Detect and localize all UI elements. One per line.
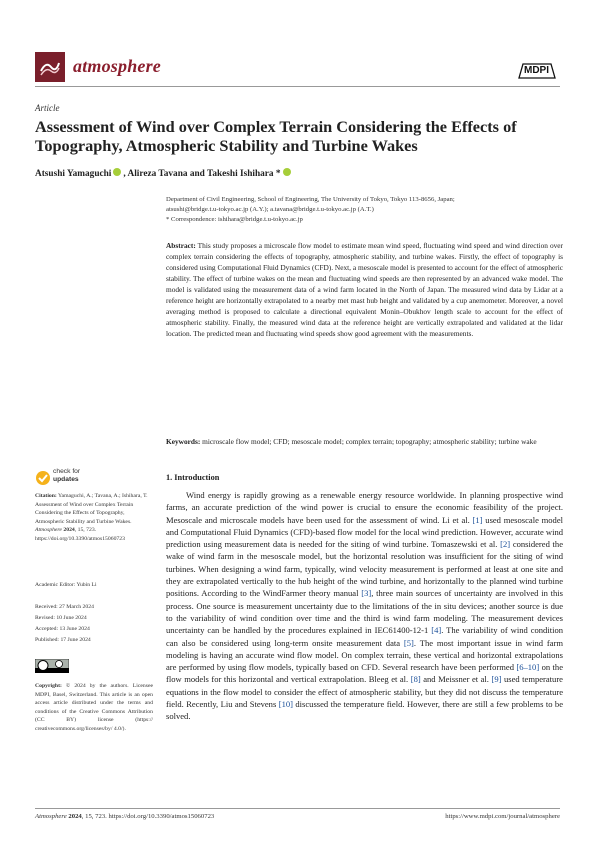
text-run: . The variability of wind condition can also be considered using long-term onsite measurement data [166, 625, 563, 648]
published-date: Published: 17 June 2024 [35, 637, 91, 643]
revised-date: Revised: 10 June 2024 [35, 615, 87, 621]
check-updates-line: check for [53, 468, 81, 475]
header-divider [35, 86, 560, 87]
copyright-block [35, 682, 153, 734]
citation-text: Yamaguchi, A.; Tavana, A.; Ishihara, T. Assessment of Wind over Complex Terrain Considering the Effects of Topography, Atmospheric Stability and Turbine Wakes. [35, 493, 148, 525]
copyright-text: © 2024 by the authors. Licensee MDPI, Basel, Switzerland. This article is an open access article distributed under the terms and conditions of the Creative Commons Attribution (CC BY) license (https:// creativecommons.org/licenses/by/ 4.0/). [35, 683, 153, 732]
reference-link[interactable]: [8] [410, 674, 421, 685]
corresponding-mark: * [275, 169, 281, 179]
citation-label: Citation: [35, 493, 57, 499]
paper-title: Assessment of Wind over Complex Terrain Considering the Effects of Topography, Atmospheric Stability and Turbine Wakes [35, 117, 517, 155]
check-updates-label[interactable] [53, 468, 80, 484]
citation-journal: Atmosphere [35, 527, 62, 534]
section-heading: 1. Introduction [166, 473, 220, 482]
article-type: Article [35, 103, 60, 113]
footer-doi[interactable]: , 15, 723. https://doi.org/10.3390/atmos15060723 [81, 813, 215, 820]
received-date: Received: 27 March 2024 [35, 604, 94, 610]
citation-doi[interactable]: , 15, 723. https://doi.org/10.3390/atmos15060723 [35, 527, 125, 542]
footer-divider [35, 808, 560, 809]
footer-journal-url[interactable]: https://www.mdpi.com/journal/atmosphere [445, 813, 560, 820]
author-name: Atsushi Yamaguchi [35, 169, 112, 179]
keywords [166, 436, 563, 447]
author-emails[interactable]: atsushi@bridge.t.u-tokyo.ac.jp (A.Y.); a.tavana@bridge.t.u-tokyo.ac.jp (A.T.) [166, 206, 374, 213]
journal-name[interactable]: atmosphere [73, 56, 162, 76]
reference-link[interactable]: [6–10] [516, 662, 540, 673]
footer-journal: Atmosphere [35, 813, 67, 820]
reference-link[interactable]: [4] [431, 625, 442, 636]
reference-link[interactable]: [2] [500, 539, 511, 550]
reference-link[interactable]: [10] [278, 699, 293, 710]
text-run: used mesoscale model and Computational Fluid Dynamics (CFD)-based flow model for the local wind prediction. However, accurate wind prediction using measurement data is needed for the siting of wind turbine. Tomaszewski et al. [166, 514, 564, 550]
accepted-date: Accepted: 13 June 2024 [35, 626, 90, 632]
cc-by-badge[interactable] [35, 658, 69, 672]
reference-link[interactable]: [5] [403, 637, 414, 648]
reference-link[interactable]: [9] [491, 674, 502, 685]
intro-body [166, 489, 563, 723]
orcid-icon[interactable] [283, 168, 291, 176]
affiliation-line: Department of Civil Engineering, School of Engineering, The University of Tokyo, Tokyo 113-8656, Japan; [166, 196, 455, 203]
orcid-icon[interactable] [113, 168, 121, 176]
text-run: discussed the temperature field. However, there are still a few problems to be solved. [166, 699, 563, 722]
text-run: . The most important issue in wind farm modeling is having an accurate wind flow model. On complex terrain, these vertical and horizontal extrapolations are performed by using flow models, typically based on CFD. Several research have been performed [166, 637, 563, 673]
footer-citation [35, 813, 214, 820]
author-name: , Alireza Tavana and Takeshi Ishihara [123, 169, 274, 179]
abstract-label: Abstract: [166, 241, 196, 250]
text-run: , three main sources of uncertainty are involved in this process. One source is measurement uncertainty due to the limitations of the in situ devices; another source is due to the variability of wind condition over time and the third is wind farm modeling. The measurement devices uncertainty can be handled by the procedures explained in IEC61400-12-1 [166, 588, 563, 636]
cc-by-icon [35, 659, 69, 673]
academic-editor: Academic Editor: Yubin Li [35, 582, 97, 588]
check-updates-line: updates [53, 476, 79, 483]
abstract [166, 240, 563, 339]
author-list [35, 168, 293, 179]
publisher-name: MDPI [524, 65, 549, 76]
copyright-label: Copyright: [35, 683, 62, 689]
text-run: Wind energy is rapidly growing as a renewable energy resource worldwide. In planning prospective wind farms, an accurate prediction of the wind power is crucial to ensure the economic feasibility of the project. Mesoscale and microscale models have been used for the assessment of wind. Li et al. [166, 490, 563, 525]
journal-logo [35, 52, 65, 82]
keywords-text: microscale flow model; CFD; mesoscale model; complex terrain; topography; atmospheric stability; turbine wake [200, 437, 537, 446]
citation-year: 2024 [61, 527, 75, 534]
paragraph [166, 489, 563, 723]
reference-link[interactable]: [1] [472, 514, 483, 525]
text-run: considered the wake of wind farm in the mesoscale model, but the horizontal resolution was insufficient for the siting of wind turbines. When designing a wind farm, typically, wind velocity measurement is performed at least at one site and they are extrapolated vertically to the hub height of the wind turbine, and horizontally to the planned wind turbine positions. According to the WindFarmer theory manual [166, 539, 563, 599]
text-run: on the flow models for this horizontal and vertical extrapolation. Bleeg et al. [166, 662, 563, 685]
text-run: and Meissner et al. [420, 674, 492, 685]
keywords-label: Keywords: [166, 437, 201, 446]
affiliation [166, 195, 566, 225]
abstract-text: This study proposes a microscale flow model to estimate mean wind speed, fluctuating wind speed and wind direction over complex terrain considering the effects of topography, atmospheric stability, and turbine wakes. Firstly, the effect of topography is considered using Computational Fluid Dynamics (CFD). Next, a mesoscale model is presented to account for the effect of atmospheric stability. The effect of turbine wakes on the mean and fluctuating wind speeds are then represented by an advanced wake model. The model is validated using the measurement data of a wind farm located in the North of Japan. The measured wind data by Lidar at a reference height are horizontally extrapolated to a nearby met mast hub height and validated by a cup anemometer. Moreover, a novel averaging method is proposed to calculate a directional equivalent Monin–Obukhov length scale to account for the effect of atmospheric stability. Finally, the measured wind data at the reference height are vertically extrapolated and validated at the lidar location. The predicted mean and fluctuating wind speeds show good agreement with the measurements. [166, 241, 563, 338]
footer-year: 2024 [66, 813, 82, 820]
check-updates-icon [35, 468, 51, 488]
mdpi-logo [517, 60, 557, 82]
correspondence[interactable]: * Correspondence: ishihara@bridge.t.u-tokyo.ac.jp [166, 216, 303, 223]
reference-link[interactable]: [3] [361, 588, 372, 599]
citation-block [35, 492, 153, 544]
atmosphere-logo-icon [38, 55, 62, 79]
text-run: used temperature equations in the flow model to consider the effect of atmospheric stability, but they did not discuss the temperature field. Recently, Liu and Stevens [166, 674, 563, 710]
